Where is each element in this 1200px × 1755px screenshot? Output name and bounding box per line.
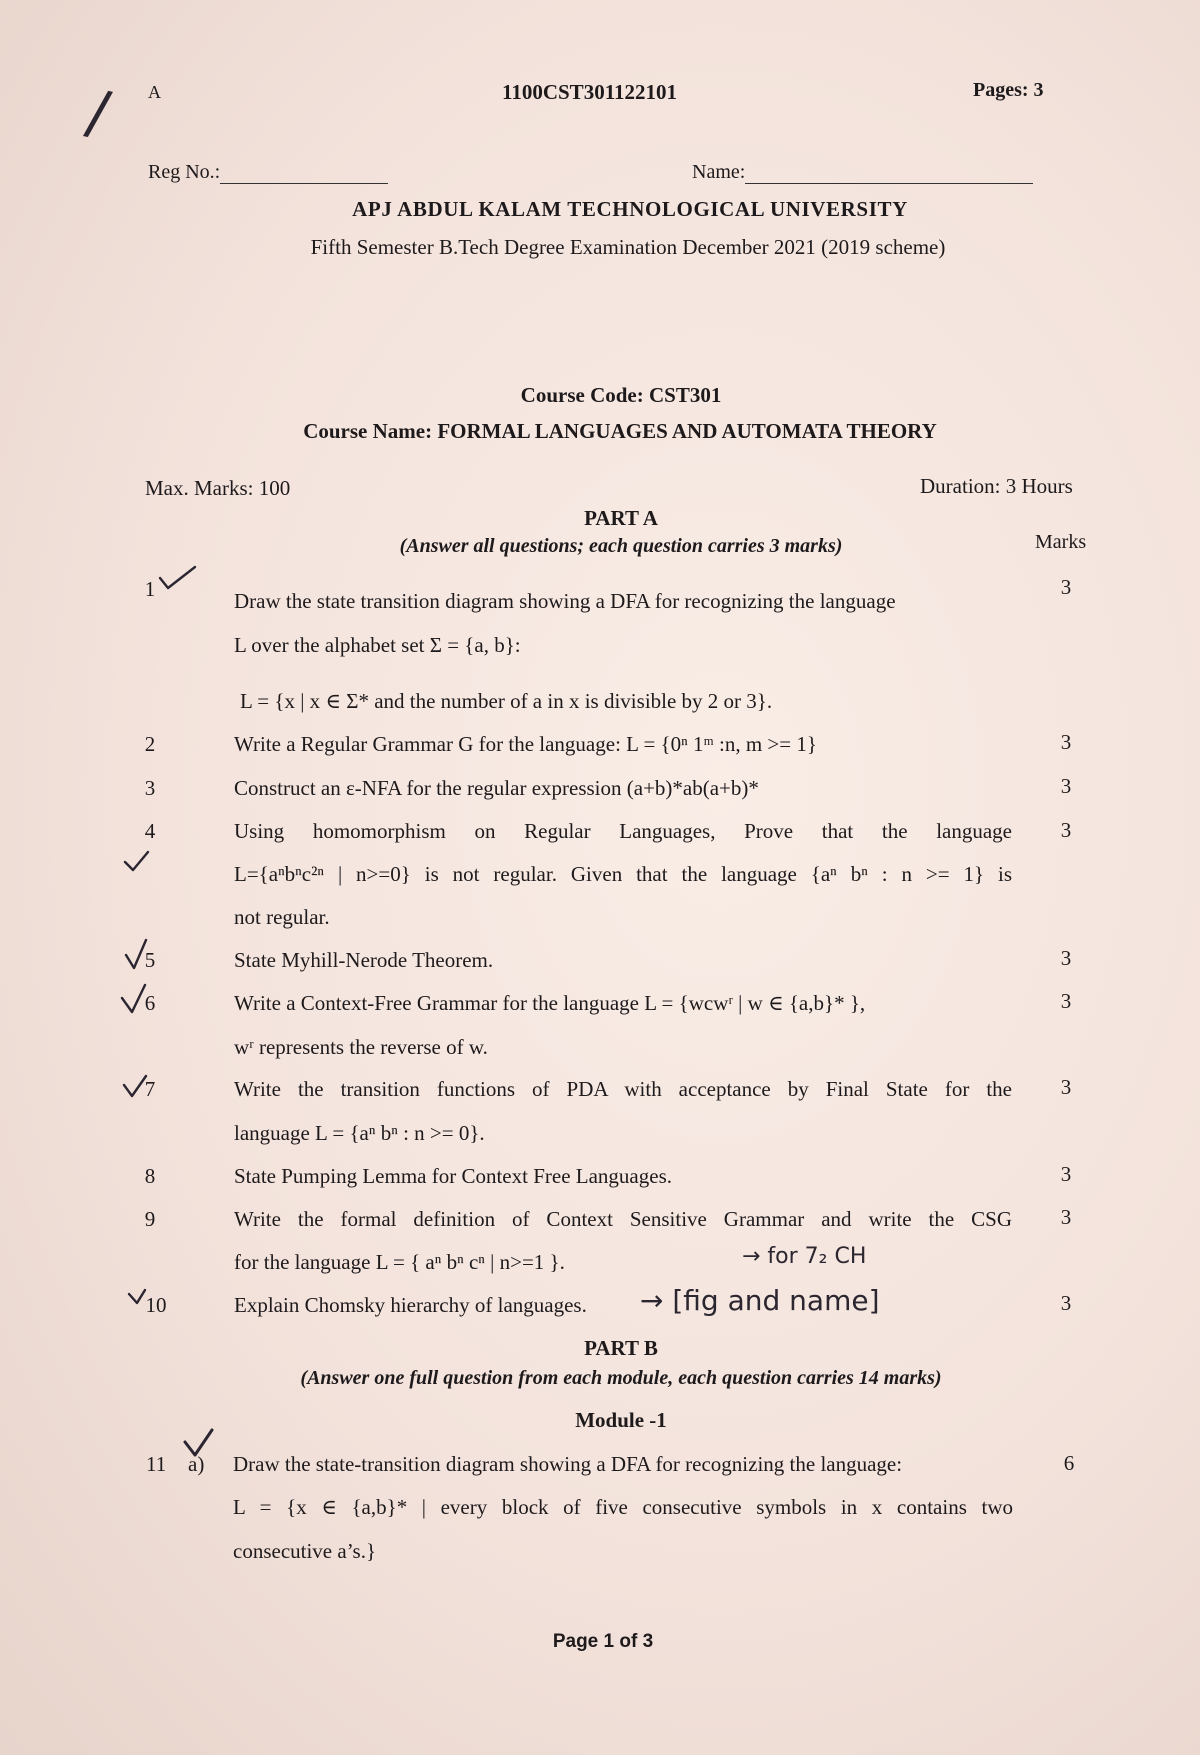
question-text: Write a Context-Free Grammar for the language L = {wcwʳ | w ∈ {a,b}* }, bbox=[234, 991, 866, 1015]
question-text: for the language L = { aⁿ bⁿ cⁿ | n>=1 }. bbox=[234, 1250, 565, 1274]
max-marks: Max. Marks: 100 bbox=[145, 476, 291, 500]
question-text: L = {x | x ∈ Σ* and the number of a in x is divisible by 2 or 3}. bbox=[240, 689, 773, 713]
question-text: Draw the state-transition diagram showing a DFA for recognizing the language: bbox=[233, 1452, 903, 1476]
question-text: language L = {aⁿ bⁿ : n >= 0}. bbox=[234, 1121, 485, 1145]
reg-no-field bbox=[148, 161, 388, 184]
part-b-instruction: (Answer one full question from each module, each question carries 14 marks) bbox=[300, 1367, 942, 1389]
part-a-title: PART A bbox=[584, 506, 658, 530]
qp-code: 1100CST301122101 bbox=[502, 80, 678, 104]
question-number: 2 bbox=[144, 732, 156, 756]
question-text: not regular. bbox=[234, 905, 330, 929]
question-marks: 6 bbox=[1063, 1451, 1075, 1475]
question-number: 4 bbox=[144, 819, 156, 843]
question-marks: 3 bbox=[1060, 1075, 1072, 1099]
question-number: 3 bbox=[144, 776, 156, 800]
question-marks: 3 bbox=[1060, 946, 1072, 970]
question-marks: 3 bbox=[1060, 1205, 1072, 1229]
question-text: Using homomorphism on Regular Languages, Prove that the language bbox=[234, 819, 1012, 843]
question-text: Write the transition functions of PDA with acceptance by Final State for the bbox=[234, 1077, 1012, 1101]
handwritten-slash: / bbox=[80, 76, 116, 150]
handwritten-note: → [fig and name] bbox=[640, 1284, 880, 1317]
question-marks: 3 bbox=[1060, 1162, 1072, 1186]
university-name: APJ ABDUL KALAM TECHNOLOGICAL UNIVERSITY bbox=[352, 197, 908, 221]
question-text: L = {x ∈ {a,b}* | every block of five consecutive symbols in x contains two bbox=[233, 1495, 1013, 1519]
question-number: 8 bbox=[144, 1164, 156, 1188]
part-b-title: PART B bbox=[584, 1336, 658, 1360]
question-marks: 3 bbox=[1060, 730, 1072, 754]
page-footer: Page 1 of 3 bbox=[552, 1631, 654, 1652]
pages-label: Pages: 3 bbox=[973, 79, 1044, 101]
name-label: Name: bbox=[692, 161, 746, 183]
question-text: Draw the state transition diagram showing a DFA for recognizing the language bbox=[234, 589, 896, 613]
question-text: consecutive a’s.} bbox=[233, 1539, 377, 1563]
question-text: State Pumping Lemma for Context Free Languages. bbox=[234, 1164, 672, 1188]
question-number: 5 bbox=[144, 948, 156, 972]
handwritten-note: → for 7₂ CH bbox=[742, 1244, 867, 1269]
duration: Duration: 3 Hours bbox=[920, 474, 1073, 498]
question-marks: 3 bbox=[1060, 575, 1072, 599]
question-number: 11 bbox=[146, 1452, 167, 1476]
question-number: 10 bbox=[145, 1293, 167, 1317]
question-marks: 3 bbox=[1060, 989, 1072, 1013]
question-number: 1 bbox=[144, 577, 156, 601]
question-marks: 3 bbox=[1060, 1291, 1072, 1315]
set-label: A bbox=[148, 82, 161, 102]
question-text: Construct an ε-NFA for the regular expression (a+b)*ab(a+b)* bbox=[234, 776, 759, 800]
question-number: 9 bbox=[144, 1207, 156, 1231]
exam-title: Fifth Semester B.Tech Degree Examination December 2021 (2019 scheme) bbox=[310, 235, 946, 259]
check-mark-icon bbox=[125, 852, 148, 870]
reg-no-label: Reg No.: bbox=[148, 161, 221, 183]
question-text: Explain Chomsky hierarchy of languages. bbox=[234, 1293, 587, 1317]
course-name: Course Name: FORMAL LANGUAGES AND AUTOMATA THEORY bbox=[303, 419, 937, 443]
question-text: Write the formal definition of Context Sensitive Grammar and write the CSG bbox=[234, 1207, 1012, 1231]
marks-column-header: Marks bbox=[1035, 531, 1087, 553]
question-text: L={aⁿbⁿc²ⁿ | n>=0} is not regular. Given that the language {aⁿ bⁿ : n >= 1} is bbox=[234, 862, 1012, 886]
question-text: State Myhill-Nerode Theorem. bbox=[234, 948, 494, 972]
course-code: Course Code: CST301 bbox=[520, 383, 722, 407]
name-field bbox=[692, 161, 1033, 184]
question-marks: 3 bbox=[1060, 818, 1072, 842]
question-number: 6 bbox=[144, 991, 156, 1015]
question-marks: 3 bbox=[1060, 774, 1072, 798]
module-title: Module -1 bbox=[575, 1408, 667, 1432]
question-number: 7 bbox=[144, 1077, 156, 1101]
sub-question-label: a) bbox=[188, 1452, 205, 1476]
question-text: L over the alphabet set Σ = {a, b}: bbox=[234, 633, 521, 657]
part-a-instruction: (Answer all questions; each question carries 3 marks) bbox=[399, 535, 843, 557]
question-text: wʳ represents the reverse of w. bbox=[234, 1035, 488, 1059]
question-text: Write a Regular Grammar G for the language: L = {0ⁿ 1ᵐ :n, m >= 1} bbox=[234, 732, 817, 756]
